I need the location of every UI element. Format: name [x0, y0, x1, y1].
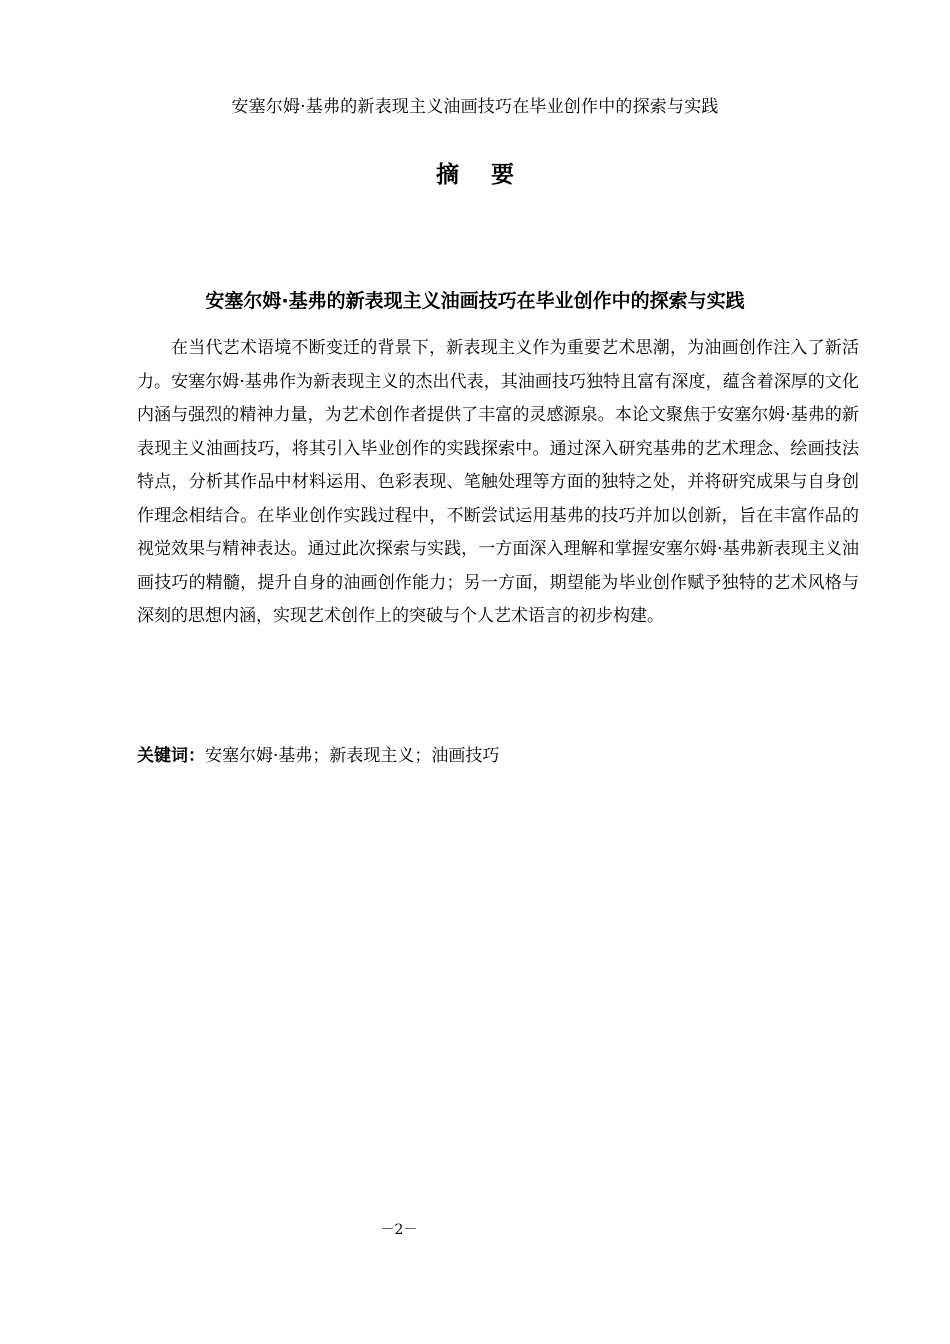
keywords-value: 安塞尔姆·基弗；新表现主义；油画技巧 — [205, 746, 500, 766]
abstract-heading: 摘 要 — [435, 162, 526, 188]
keywords-label: 关键词： — [137, 746, 205, 766]
thesis-title: 安塞尔姆·基弗的新表现主义油画技巧在毕业创作中的探索与实践 — [205, 290, 745, 312]
running-header: 安塞尔姆·基弗的新表现主义油画技巧在毕业创作中的探索与实践 — [231, 97, 719, 117]
page-number: －2－ — [380, 1222, 418, 1238]
keywords-line — [137, 742, 859, 770]
abstract-paragraph: 在当代艺术语境不断变迁的背景下，新表现主义作为重要艺术思潮，为油画创作注入了新活力。安塞尔姆·基弗作为新表现主义的杰出代表，其油画技巧独特且富有深度，蕴含着深厚的文化内涵与强烈的精神力量，为艺术创作者提供了丰富的灵感源泉。本论文聚焦于安塞尔姆·基弗的新表现主义油画技巧，将其引入毕业创作的实践探索中。通过深入研究基弗的艺术理念、绘画技法特点，分析其作品中材料运用、色彩表现、笔触处理等方面的独特之处，并将研究成果与自身创作理念相结合。在毕业创作实践过程中，不断尝试运用基弗的技巧并加以创新，旨在丰富作品的视觉效果与精神表达。通过此次探索与实践，一方面深入理解和掌握安塞尔姆·基弗新表现主义油画技巧的精髓，提升自身的油画创作能力；另一方面，期望能为毕业创作赋予独特的艺术风格与深刻的思想内涵，实现艺术创作上的突破与个人艺术语言的初步构建。 — [137, 338, 859, 626]
